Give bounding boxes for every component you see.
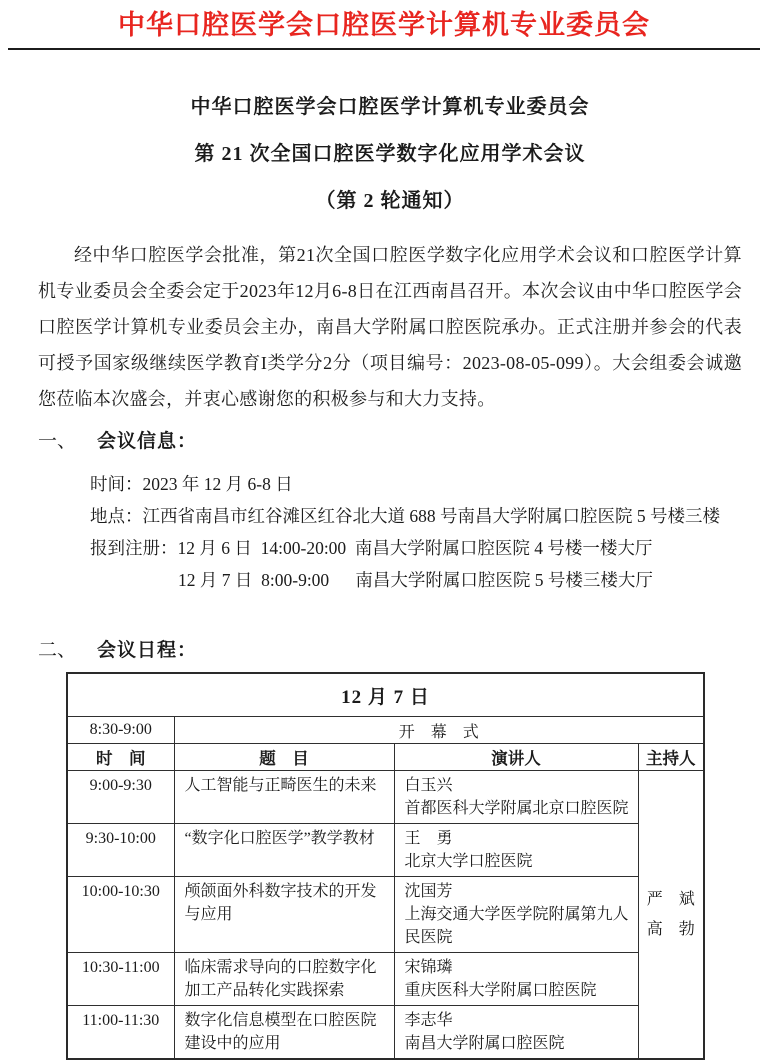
col-header-speaker: 演讲人 xyxy=(394,744,638,771)
conference-title-line-2: 第 21 次全国口腔医学数字化应用学术会议 xyxy=(194,143,586,165)
host-name: 高 勃 xyxy=(646,920,695,938)
section-info-title: 会议信息： xyxy=(97,431,198,452)
schedule-table-container xyxy=(66,672,742,1060)
schedule-row xyxy=(67,771,704,824)
schedule-row xyxy=(67,824,704,877)
speaker-org: 重庆医科大学附属口腔医院 xyxy=(404,982,597,999)
session-title: “数字化口腔医学”教学教材 xyxy=(174,824,394,877)
speaker-name: 李志华 xyxy=(404,1012,453,1029)
session-speaker xyxy=(394,824,638,877)
conference-title-block xyxy=(38,84,742,225)
conference-title-line-1: 中华口腔医学会口腔医学计算机专业委员会 xyxy=(190,96,590,118)
date-header-cell: 12 月 7 日 xyxy=(67,673,704,717)
speaker-org: 首都医科大学附属北京口腔医院 xyxy=(404,800,629,817)
registration-day1: 12 月 6 日 14:00-20:00 南昌大学附属口腔医院 4 号楼一楼大厅 xyxy=(177,538,653,558)
info-location-line: 地点：江西省南昌市红谷滩区红谷北大道 688 号南昌大学附属口腔医院 5 号楼三楼 xyxy=(90,506,720,526)
document-body xyxy=(0,84,768,1060)
conference-title-line-3: （第 2 轮通知） xyxy=(315,190,465,212)
schedule-row xyxy=(67,1006,704,1060)
opening-time-cell: 8:30-9:00 xyxy=(67,717,174,744)
session-time: 11:00-11:30 xyxy=(67,1006,174,1060)
speaker-name: 白玉兴 xyxy=(404,777,453,794)
speaker-name: 宋锦璘 xyxy=(404,959,453,976)
section-schedule-number: 二、 xyxy=(38,640,77,661)
intro-paragraph: 经中华口腔医学会批准，第21次全国口腔医学数字化应用学术会议和口腔医学计算机专业委员会全委会定于2023年12月6-8日在江西南昌召开。本次会议由中华口腔医学会口腔医学计算机专业委员会主办，南昌大学附属口腔医院承办。正式注册并参会的代表可授予国家级继续医学教育I类学分2分（项目编号：2023-08-05-099）。大会组委会诚邀您莅临本次盛会，并衷心感谢您的积极参与和大力支持。 xyxy=(38,245,742,409)
opening-label-cell: 开 幕 式 xyxy=(174,717,704,744)
section-info-number: 一、 xyxy=(38,431,77,452)
schedule-row xyxy=(67,877,704,953)
session-title: 人工智能与正畸医生的未来 xyxy=(174,771,394,824)
col-header-title: 题 目 xyxy=(174,744,394,771)
section-schedule-title: 会议日程： xyxy=(97,640,198,661)
info-registration-line xyxy=(90,532,742,564)
speaker-org: 南昌大学附属口腔医院 xyxy=(404,1035,565,1052)
info-time-line: 时间：2023 年 12 月 6-8 日 xyxy=(90,474,293,494)
section-heading-schedule xyxy=(38,638,742,664)
host-cell xyxy=(638,771,704,1060)
date-header-row xyxy=(67,673,704,717)
registration-label: 报到注册： xyxy=(90,538,178,558)
session-speaker xyxy=(394,953,638,1006)
session-time: 9:30-10:00 xyxy=(67,824,174,877)
schedule-table xyxy=(66,672,705,1060)
session-title: 数字化信息模型在口腔医院建设中的应用 xyxy=(174,1006,394,1060)
session-time: 9:00-9:30 xyxy=(67,771,174,824)
column-header-row xyxy=(67,744,704,771)
session-speaker xyxy=(394,1006,638,1060)
speaker-org: 上海交通大学医学院附属第九人民医院 xyxy=(404,906,629,946)
session-title: 临床需求导向的口腔数字化加工产品转化实践探索 xyxy=(174,953,394,1006)
col-header-host: 主持人 xyxy=(638,744,704,771)
schedule-row xyxy=(67,953,704,1006)
speaker-name: 沈国芳 xyxy=(404,883,453,900)
speaker-org: 北京大学口腔医院 xyxy=(404,853,533,870)
col-header-time: 时 间 xyxy=(67,744,174,771)
session-speaker xyxy=(394,771,638,824)
opening-ceremony-row xyxy=(67,717,704,744)
document-header-banner xyxy=(8,0,760,50)
registration-day2: 12 月 7 日 8:00-9:00 南昌大学附属口腔医院 5 号楼三楼大厅 xyxy=(178,570,653,590)
speaker-name: 王 勇 xyxy=(404,830,453,847)
conference-info-block xyxy=(90,468,742,596)
session-speaker xyxy=(394,877,638,953)
session-time: 10:30-11:00 xyxy=(67,953,174,1006)
section-heading-info xyxy=(38,429,742,455)
banner-title: 中华口腔医学会口腔医学计算机专业委员会 xyxy=(118,10,650,40)
session-title: 颅颌面外科数字技术的开发与应用 xyxy=(174,877,394,953)
host-name: 严 斌 xyxy=(646,890,695,908)
session-time: 10:00-10:30 xyxy=(67,877,174,953)
